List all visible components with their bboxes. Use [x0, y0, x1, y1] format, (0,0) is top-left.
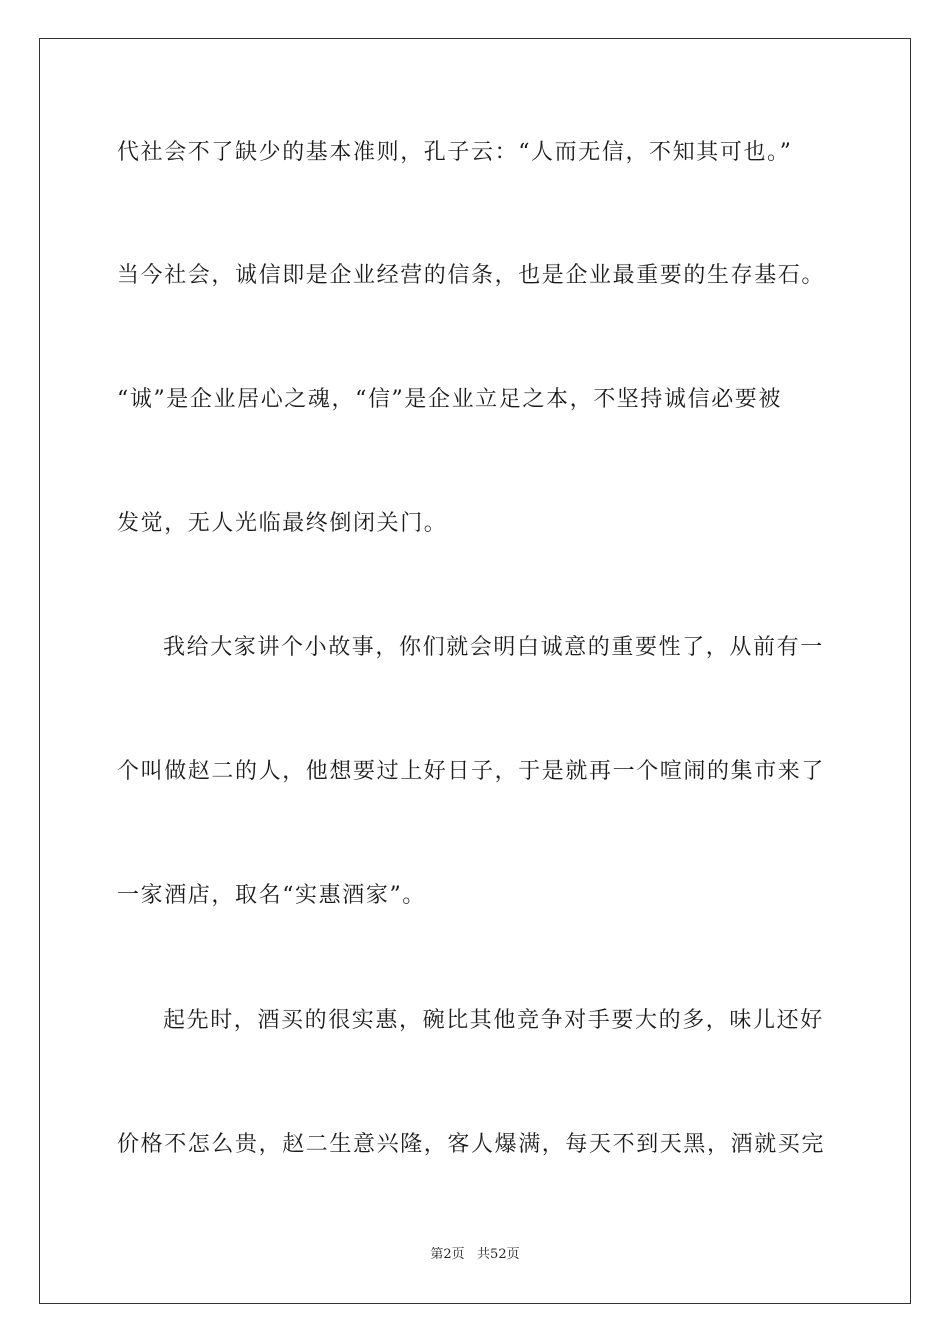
text-line-3: “诚”是企业居心之魂，“信”是企业立足之本，不坚持诚信必要被	[117, 387, 782, 412]
text-line-4: 发觉，无人光临最终倒闭关门。	[117, 511, 448, 536]
text-line-1: 代社会不了缺少的基本准则，孔子云：“人而无信，不知其可也。”	[117, 140, 793, 165]
text-line-9: 价格不怎么贵，赵二生意兴隆，客人爆满，每天不到天黑，酒就买完	[117, 1132, 826, 1157]
page-border	[39, 38, 911, 1304]
text-line-2: 当今社会，诚信即是企业经营的信条，也是企业最重要的生存基石。	[117, 263, 826, 288]
text-line-7: 一家酒店，取名“实惠酒家”。	[117, 883, 426, 908]
text-line-6: 个叫做赵二的人，他想要过上好日子，于是就再一个喧闹的集市来了	[117, 759, 826, 784]
text-line-8: 起先时，酒买的很实惠，碗比其他竞争对手要大的多，味儿还好	[163, 1008, 824, 1033]
page-number-footer: 第2页 共52页	[430, 1247, 520, 1262]
text-line-5: 我给大家讲个小故事，你们就会明白诚意的重要性了，从前有一	[163, 635, 824, 660]
